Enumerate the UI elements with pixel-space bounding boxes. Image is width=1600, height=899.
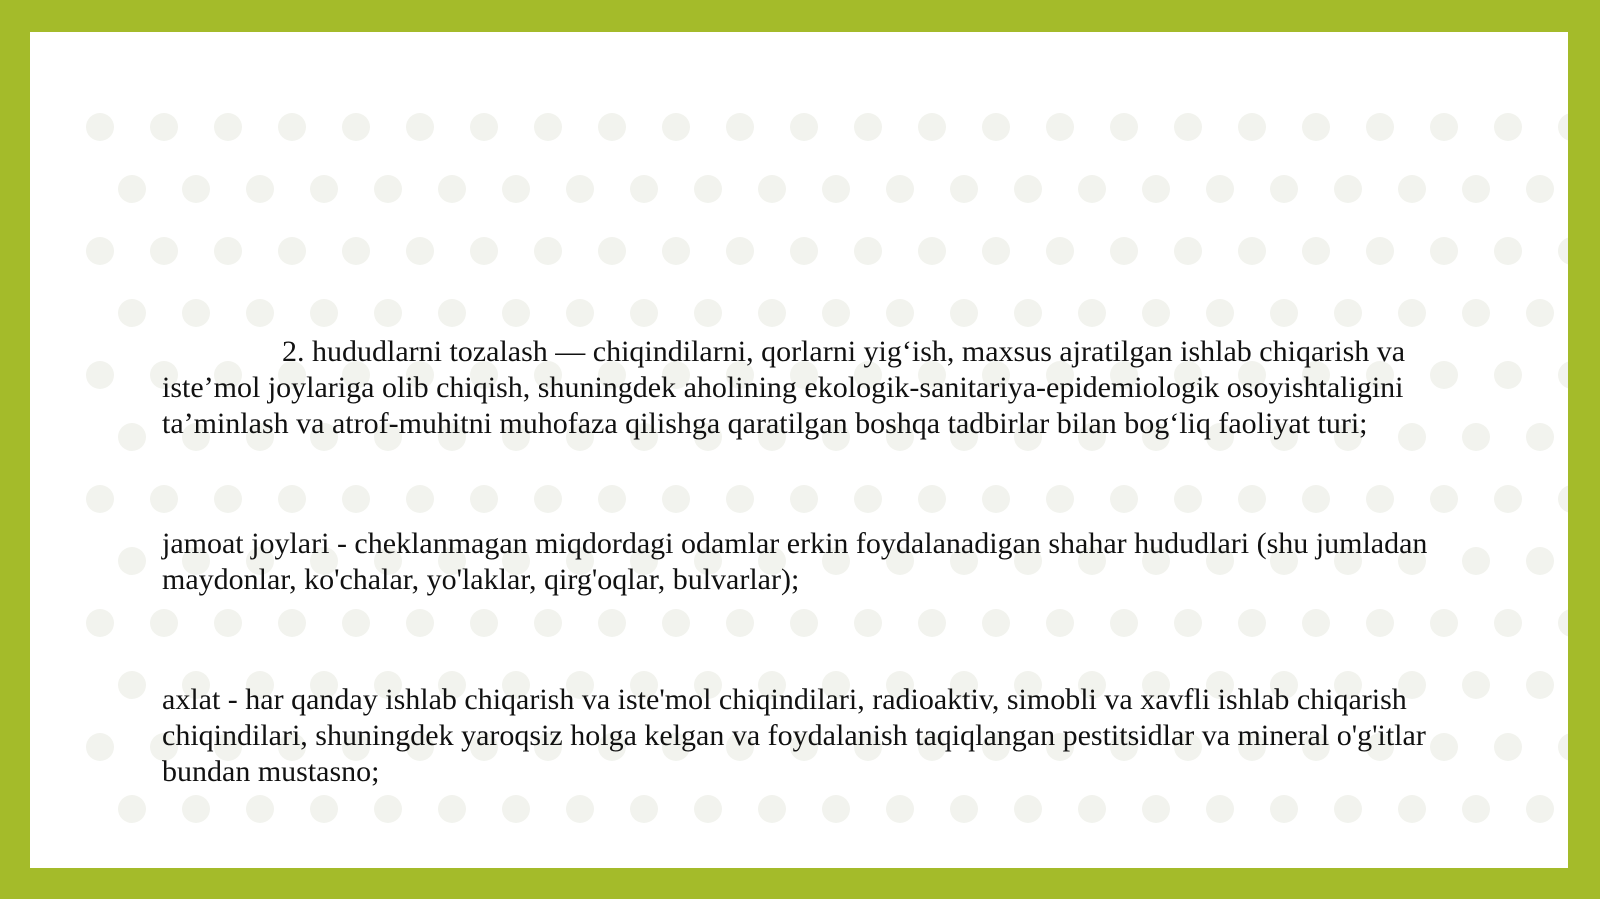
background-dot [854, 113, 882, 141]
slide-body [162, 334, 1472, 790]
background-dot [1366, 113, 1394, 141]
background-dot [1142, 299, 1170, 327]
background-dot [182, 175, 210, 203]
background-dot [982, 113, 1010, 141]
background-dot [246, 175, 274, 203]
background-dot [246, 795, 274, 823]
background-dot [1462, 795, 1490, 823]
background-dot [1558, 485, 1568, 513]
background-dot [886, 795, 914, 823]
background-dot [1430, 237, 1458, 265]
background-dot [1270, 795, 1298, 823]
background-dot [822, 795, 850, 823]
paragraph-jamoat-joylari: jamoat joylari - cheklanmagan miqdordagi odamlar erkin foydalanadigan shahar hududlari (shu jumladan maydonlar, ko'chalar, yo'laklar, qirg'oqlar, bulvarlar); [162, 527, 1435, 596]
background-dot [150, 113, 178, 141]
background-dot [1558, 237, 1568, 265]
background-dot [1174, 237, 1202, 265]
background-dot [662, 113, 690, 141]
background-dot [1526, 299, 1554, 327]
background-dot [1302, 237, 1330, 265]
background-dot [1494, 113, 1522, 141]
background-dot [534, 113, 562, 141]
background-dot [1014, 795, 1042, 823]
background-dot [918, 237, 946, 265]
background-dot [86, 361, 114, 389]
background-dot [1206, 175, 1234, 203]
background-dot [950, 299, 978, 327]
background-dot [1014, 175, 1042, 203]
background-dot [1398, 175, 1426, 203]
background-dot [1526, 795, 1554, 823]
background-dot [534, 237, 562, 265]
background-dot [1302, 113, 1330, 141]
background-dot [342, 113, 370, 141]
background-dot [1430, 113, 1458, 141]
background-dot [1558, 733, 1568, 761]
background-dot [342, 237, 370, 265]
background-dot [310, 175, 338, 203]
background-dot [438, 795, 466, 823]
background-dot [118, 175, 146, 203]
background-dot [86, 733, 114, 761]
background-dot [438, 175, 466, 203]
background-dot [150, 237, 178, 265]
background-dot [1078, 299, 1106, 327]
background-dot [1078, 175, 1106, 203]
background-dot [1462, 299, 1490, 327]
paragraph-axlat: axlat - har qanday ishlab chiqarish va iste'mol chiqindilari, radioaktiv, simobli va xavfli ishlab chiqarish chiqindilari, shuningdek yaroqsiz holga kelgan va foydalanish taqiqlangan pestitsidlar va mineral o'g'itlar bundan mustasno; [162, 683, 1434, 788]
background-dot [118, 423, 146, 451]
background-dot [758, 175, 786, 203]
background-dot [214, 113, 242, 141]
background-dot [1046, 237, 1074, 265]
background-dot [86, 113, 114, 141]
paragraph-hududlarni-tozalash: 2. hududlarni tozalash — chiqindilarni, qorlarni yig‘ish, maxsus ajratilgan ishlab chiqarish va iste’mol joylariga olib chiqish, shuningdek aholining ekologik-sanitariya-epidemiologik osoyishtaligini ta’minlash va atrof-muhitni muhofaza qilishga qaratilgan boshqa tadbirlar bilan bog‘liq faoliyat turi; [162, 335, 1413, 440]
background-dot [1206, 299, 1234, 327]
background-dot [374, 299, 402, 327]
background-dot [1014, 299, 1042, 327]
background-dot [1558, 361, 1568, 389]
background-dot [790, 237, 818, 265]
background-dot [566, 795, 594, 823]
background-dot [1526, 175, 1554, 203]
background-dot [1334, 175, 1362, 203]
background-dot [1142, 175, 1170, 203]
background-dot [1238, 113, 1266, 141]
background-dot [1558, 609, 1568, 637]
background-dot [1526, 423, 1554, 451]
background-dot [950, 795, 978, 823]
background-dot [470, 237, 498, 265]
background-dot [1270, 299, 1298, 327]
background-dot [214, 237, 242, 265]
background-dot [1526, 547, 1554, 575]
background-dot [566, 299, 594, 327]
background-dot [1494, 237, 1522, 265]
background-dot [86, 237, 114, 265]
background-dot [182, 299, 210, 327]
background-dot [694, 299, 722, 327]
background-dot [982, 237, 1010, 265]
background-dot [182, 795, 210, 823]
background-dot [1558, 113, 1568, 141]
background-dot [886, 299, 914, 327]
background-dot [1462, 175, 1490, 203]
background-dot [502, 175, 530, 203]
background-dot [1398, 795, 1426, 823]
background-dot [374, 175, 402, 203]
background-dot [630, 299, 658, 327]
background-dot [758, 299, 786, 327]
background-dot [438, 299, 466, 327]
background-dot [1366, 237, 1394, 265]
background-dot [1494, 733, 1522, 761]
background-dot [950, 175, 978, 203]
slide [30, 32, 1568, 868]
background-dot [694, 175, 722, 203]
background-dot [1334, 299, 1362, 327]
background-dot [86, 609, 114, 637]
background-dot [310, 795, 338, 823]
background-dot [822, 299, 850, 327]
background-dot [374, 795, 402, 823]
background-dot [694, 795, 722, 823]
background-dot [118, 795, 146, 823]
background-dot [278, 237, 306, 265]
background-dot [502, 795, 530, 823]
background-dot [854, 237, 882, 265]
background-dot [118, 547, 146, 575]
background-dot [1206, 795, 1234, 823]
background-dot [1110, 113, 1138, 141]
background-dot [406, 237, 434, 265]
background-dot [278, 113, 306, 141]
background-dot [726, 113, 754, 141]
background-dot [662, 237, 690, 265]
background-dot [86, 485, 114, 513]
background-dot [1334, 795, 1362, 823]
background-dot [246, 299, 274, 327]
background-dot [726, 237, 754, 265]
background-dot [598, 113, 626, 141]
background-dot [1046, 113, 1074, 141]
background-dot [598, 237, 626, 265]
background-dot [758, 795, 786, 823]
background-dot [310, 299, 338, 327]
background-dot [118, 299, 146, 327]
background-dot [566, 175, 594, 203]
background-dot [918, 113, 946, 141]
background-dot [1174, 113, 1202, 141]
background-dot [630, 175, 658, 203]
background-dot [470, 113, 498, 141]
background-dot [886, 175, 914, 203]
background-dot [1494, 609, 1522, 637]
background-dot [630, 795, 658, 823]
background-dot [1142, 795, 1170, 823]
background-dot [1494, 485, 1522, 513]
background-dot [1526, 671, 1554, 699]
background-dot [790, 113, 818, 141]
background-dot [822, 175, 850, 203]
background-dot [1494, 361, 1522, 389]
background-dot [1398, 299, 1426, 327]
background-dot [1238, 237, 1266, 265]
background-dot [118, 671, 146, 699]
background-dot [1110, 237, 1138, 265]
background-dot [502, 299, 530, 327]
background-dot [1270, 175, 1298, 203]
background-dot [406, 113, 434, 141]
background-dot [1078, 795, 1106, 823]
